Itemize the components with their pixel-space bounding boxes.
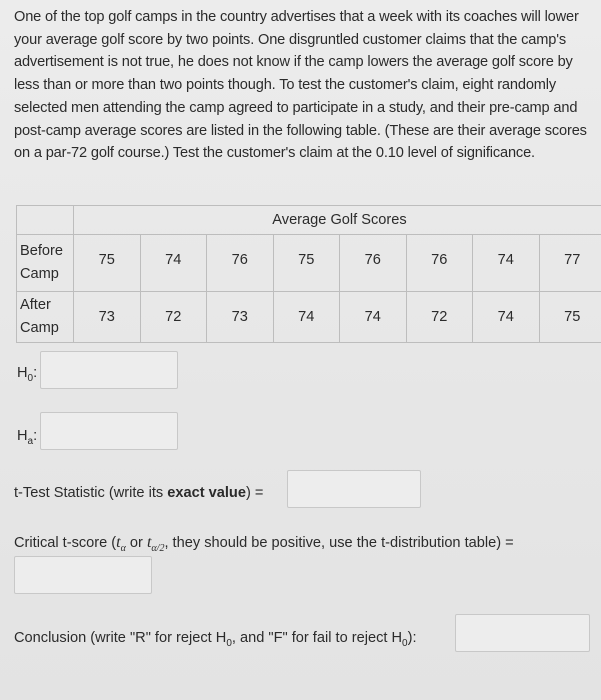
alternative-hypothesis-input[interactable] xyxy=(40,412,178,450)
t-statistic-label: t-Test Statistic (write its exact value) = xyxy=(14,485,264,501)
table-cell: 76 xyxy=(207,235,274,292)
table-cell: 72 xyxy=(406,292,473,343)
row-label-before xyxy=(17,235,74,292)
table-cell: 76 xyxy=(406,235,473,292)
row-label-line: Camp xyxy=(20,266,59,282)
golf-scores-table xyxy=(16,205,601,343)
table-cell: 74 xyxy=(340,292,407,343)
table-cell: 75 xyxy=(273,235,340,292)
table-cell: 74 xyxy=(273,292,340,343)
t-alpha-symbol: $t_\alpha$ xyxy=(116,534,126,555)
null-hypothesis-label: $H_0$: xyxy=(17,365,38,384)
table-cell: 72 xyxy=(140,292,207,343)
table-cell: 73 xyxy=(74,292,141,343)
table-title: Average Golf Scores xyxy=(74,206,601,235)
alternative-hypothesis-label: $H_a$: xyxy=(17,428,38,447)
table-header-row xyxy=(17,206,601,235)
t-statistic-input[interactable] xyxy=(287,470,421,508)
table-cell: 76 xyxy=(340,235,407,292)
critical-t-score-input[interactable] xyxy=(14,556,152,594)
null-hypothesis-input[interactable] xyxy=(40,351,178,389)
row-label-line: Before xyxy=(20,243,63,259)
t-alpha-half-symbol: $t_{\alpha/2}$ xyxy=(146,534,165,555)
table-row-after xyxy=(17,292,601,343)
table-cell: 74 xyxy=(473,292,540,343)
row-label-after xyxy=(17,292,74,343)
table-cell: 74 xyxy=(140,235,207,292)
row-label-line: After xyxy=(20,297,51,313)
table-cell: 74 xyxy=(473,235,540,292)
critical-t-score-label: Critical t-score ($t_\alpha$ or $t_{\alpha/2}$, they should be positive, use the t-distribution table) = xyxy=(14,534,514,555)
table-cell: 75 xyxy=(539,292,601,343)
row-label-line: Camp xyxy=(20,320,59,336)
problem-statement: One of the top golf camps in the country advertises that a week with its coaches will lower your average golf score by two points. One disgruntled customer claims that the camp's advertisement is not true, he does not know if the camp lowers the average golf score by less than or more than two points though. To test the customer's claim, eight randomly selected men attending the camp agreed to participate in a study, and their pre-camp and post-camp average scores are listed in the following table. (These are their average scores on a par-72 golf course.) Test the customer's claim at the 0.10 level of significance. xyxy=(14,9,587,162)
conclusion-input[interactable] xyxy=(455,614,590,652)
table-row-before xyxy=(17,235,601,292)
table-cell: 73 xyxy=(207,292,274,343)
table-cell: 75 xyxy=(74,235,141,292)
conclusion-label: Conclusion (write "R" for reject $H_0$, and "F" for fail to reject $H_0$): xyxy=(14,630,417,649)
header-blank-cell xyxy=(17,206,74,235)
table-cell: 77 xyxy=(539,235,601,292)
